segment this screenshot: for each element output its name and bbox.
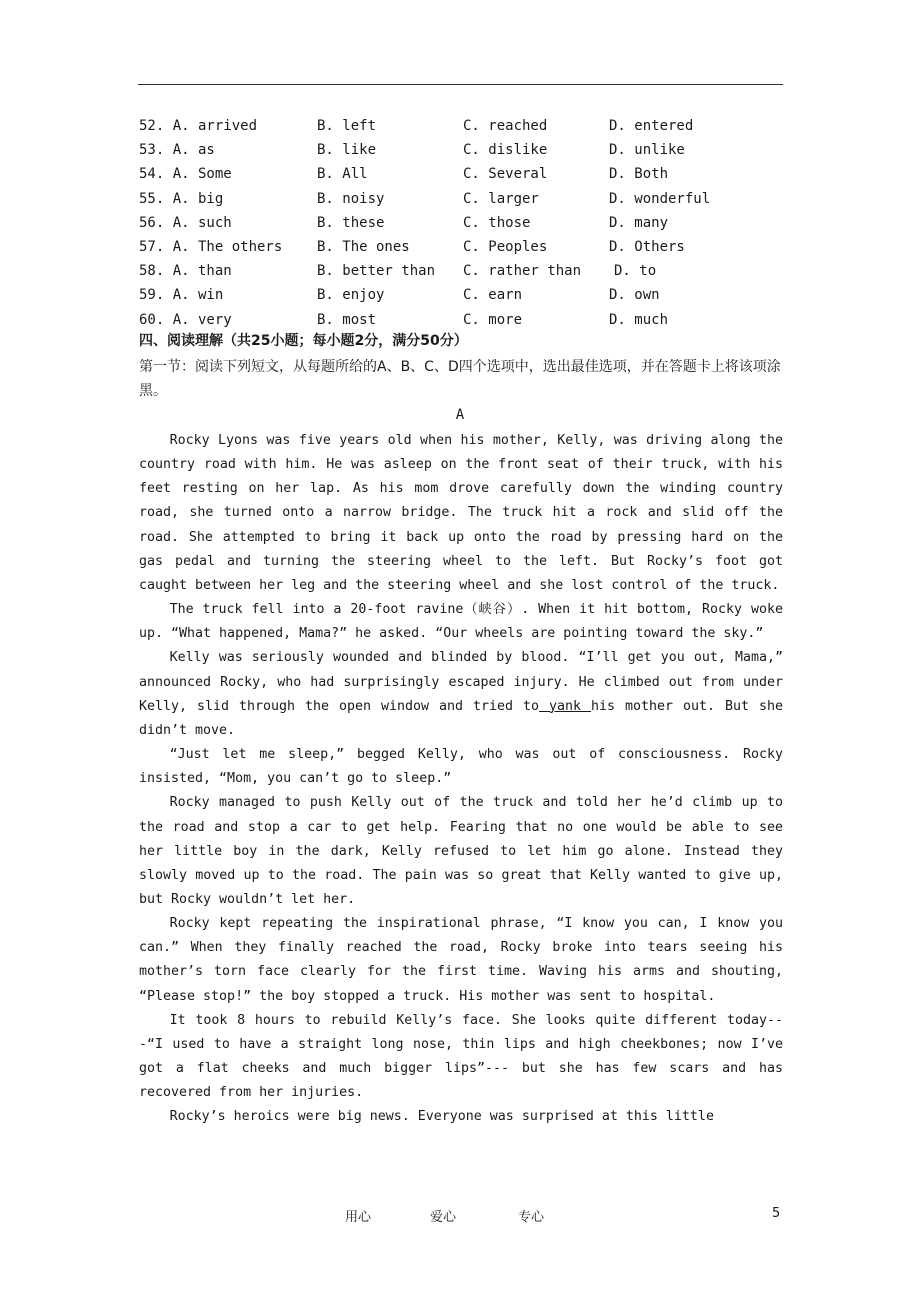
footer-text: 爱心 bbox=[430, 1210, 457, 1225]
paragraph: The truck fell into a 20-foot ravine（峡谷）. When it hit bottom, Rocky woke up. “What happened, Mama?” he asked. “Our wheels are pointing toward the sky.” bbox=[139, 602, 783, 642]
page-footer bbox=[0, 1206, 920, 1228]
underlined-word: yank bbox=[539, 698, 591, 714]
section-heading: 四、阅读理解（共25小题；每小题2分，满分50分） bbox=[139, 333, 468, 349]
option: C. earn bbox=[463, 287, 523, 304]
option: C. reached bbox=[463, 118, 548, 134]
paragraph: Rocky’s heroics were big news. Everyone was surprised at this little bbox=[169, 1109, 714, 1125]
option: D. to bbox=[614, 263, 657, 280]
option-row-58 bbox=[139, 261, 799, 285]
option: D. many bbox=[609, 214, 669, 231]
option: 60. A. very bbox=[139, 311, 232, 328]
option-row-56 bbox=[139, 213, 799, 237]
option: B. like bbox=[317, 142, 377, 159]
option: C. more bbox=[463, 311, 523, 328]
option: 53. A. as bbox=[139, 142, 215, 159]
option: B. All bbox=[317, 166, 368, 183]
option: 55. A. big bbox=[139, 190, 224, 207]
option: 58. A. than bbox=[139, 263, 232, 280]
paragraph-text: his mother out. But she didn’t move. bbox=[139, 698, 783, 738]
option-row-53 bbox=[139, 140, 799, 164]
option: D. own bbox=[609, 287, 660, 304]
answer-options bbox=[139, 116, 799, 334]
paragraph: Rocky managed to push Kelly out of the truck and told her he’d climb up to the road and stop a car to get help. Fearing that no one would be able to see her little boy in the dark, Kelly refused to let him go alone. Instead they slowly moved up to the road. The pain was so great that Kelly wanted to give up, but Rocky wouldn’t let her. bbox=[139, 795, 783, 907]
option: C. rather than bbox=[463, 263, 582, 280]
option: C. larger bbox=[463, 190, 539, 207]
option: C. Several bbox=[463, 166, 548, 183]
option: C. those bbox=[463, 214, 531, 231]
option: B. enjoy bbox=[317, 287, 385, 304]
footer-text: 专心 bbox=[518, 1210, 545, 1225]
option-row-59 bbox=[139, 285, 799, 309]
option-row-55 bbox=[139, 189, 799, 213]
option: D. entered bbox=[609, 118, 694, 134]
option: D. unlike bbox=[609, 142, 685, 159]
option: 54. A. Some bbox=[139, 166, 232, 183]
option: B. better than bbox=[317, 263, 436, 280]
option: 59. A. win bbox=[139, 287, 224, 304]
passage bbox=[139, 429, 783, 1130]
page-number: 5 bbox=[772, 1206, 781, 1221]
option: B. these bbox=[317, 214, 385, 231]
section-instructions: 第一节：阅读下列短文，从每题所给的A、B、C、D四个选项中，选出最佳选项，并在答题卡上将该项涂黑。 bbox=[139, 359, 781, 399]
option-row-52 bbox=[139, 116, 799, 140]
paragraph: Rocky kept repeating the inspirational phrase, “I know you can, I know you can.” When they finally reached the road, Rocky broke into tears seeing his mother’s torn face clearly for the first time. Waving his arms and shouting, “Please stop!” the boy stopped a truck. His mother was sent to hospital. bbox=[139, 916, 783, 1004]
paragraph-text: Kelly was seriously wounded and blinded by blood. “I’ll get you out, Mama,” announced Rocky, who had surprisingly escaped injury. He climbed out from under Kelly, slid through the open window and tried to bbox=[139, 650, 783, 714]
passage-title: A bbox=[455, 407, 465, 423]
option: C. Peoples bbox=[463, 238, 548, 255]
paragraph: “Just let me sleep,” begged Kelly, who was out of consciousness. Rocky insisted, “Mom, you can’t go to sleep.” bbox=[139, 747, 783, 787]
option: C. dislike bbox=[463, 142, 548, 159]
option: 52. A. arrived bbox=[139, 118, 258, 134]
paragraph: Rocky Lyons was five years old when his mother, Kelly, was driving along the country road with him. He was asleep on the front seat of their truck, with his feet resting on her lap. As his mom drove carefully down the winding country road, she turned onto a narrow bridge. The truck hit a rock and slid off the road. She attempted to bring it back up onto the road by pressing hard on the gas pedal and turning the steering wheel to the left. But Rocky’s foot got caught between her leg and the steering wheel and she lost control of the truck. bbox=[139, 433, 783, 593]
option: B. left bbox=[317, 118, 377, 134]
option: B. noisy bbox=[317, 190, 385, 207]
option: D. Both bbox=[609, 166, 669, 183]
paragraph: It took 8 hours to rebuild Kelly’s face. She looks quite different today---“I used to have a straight long nose, thin lips and high cheekbones; now I’ve got a flat cheeks and much bigger lips”--- but she has few scars and has recovered from her injuries. bbox=[139, 1012, 783, 1101]
option: B. The ones bbox=[317, 238, 410, 255]
option: D. Others bbox=[609, 238, 685, 255]
option-row-57 bbox=[139, 237, 799, 261]
option: 56. A. such bbox=[139, 214, 232, 231]
header-rule bbox=[138, 84, 783, 85]
option-row-54 bbox=[139, 164, 799, 188]
paragraph bbox=[139, 646, 783, 743]
option: D. much bbox=[609, 311, 669, 328]
footer-text: 用心 bbox=[345, 1210, 372, 1225]
option: D. wonderful bbox=[609, 190, 711, 207]
option: 57. A. The others bbox=[139, 238, 283, 255]
option: B. most bbox=[317, 311, 377, 328]
